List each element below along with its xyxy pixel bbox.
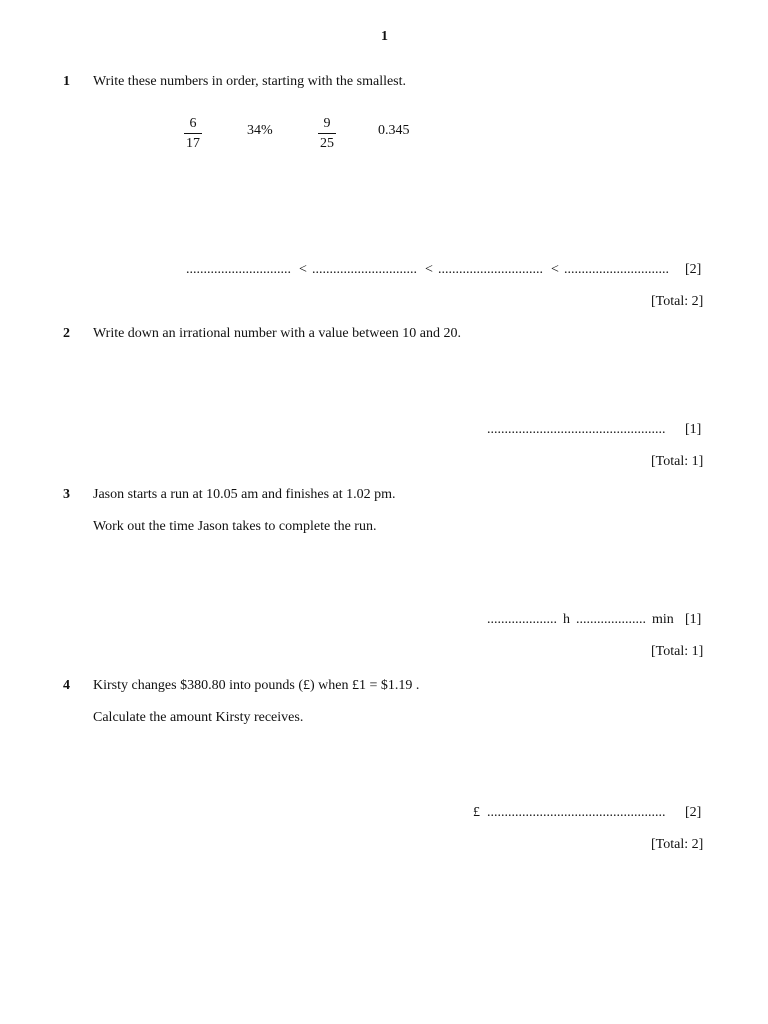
total-marks: [Total: 1] bbox=[651, 454, 704, 469]
answer-blank-3[interactable]: .............................. bbox=[438, 262, 543, 277]
answer-blank[interactable]: ................................................... bbox=[487, 805, 666, 820]
denominator: 25 bbox=[320, 136, 334, 151]
less-than-sign: < bbox=[551, 262, 559, 277]
currency-symbol: £ bbox=[473, 805, 480, 820]
question-number: 1 bbox=[63, 74, 70, 89]
marks: [1] bbox=[685, 422, 702, 437]
numerator: 6 bbox=[189, 116, 197, 131]
answer-blank-4[interactable]: .............................. bbox=[564, 262, 669, 277]
question-text: Jason starts a run at 10.05 am and finishes at 1.02 pm. bbox=[93, 487, 396, 502]
answer-blank-1[interactable]: .............................. bbox=[186, 262, 291, 277]
total-marks: [Total: 2] bbox=[651, 837, 704, 852]
question-text: Write these numbers in order, starting with the smallest. bbox=[93, 74, 407, 89]
total-marks: [Total: 2] bbox=[651, 294, 704, 309]
question-instruction: Work out the time Jason takes to complete the run. bbox=[93, 519, 377, 534]
hours-unit: h bbox=[563, 612, 570, 627]
less-than-sign: < bbox=[299, 262, 307, 277]
answer-blank-2[interactable]: .............................. bbox=[312, 262, 417, 277]
percent-value: 34% bbox=[247, 123, 273, 138]
marks: [2] bbox=[685, 805, 702, 820]
total-marks: [Total: 1] bbox=[651, 644, 704, 659]
question-text: Write down an irrational number with a value between 10 and 20. bbox=[93, 326, 461, 341]
fraction-9-25 bbox=[315, 117, 339, 151]
page-number: 1 bbox=[381, 29, 388, 44]
question-number: 2 bbox=[63, 326, 70, 341]
question-instruction: Calculate the amount Kirsty receives. bbox=[93, 710, 304, 725]
hours-blank[interactable]: .................... bbox=[487, 612, 557, 627]
decimal-value: 0.345 bbox=[378, 123, 410, 138]
question-text: Kirsty changes $380.80 into pounds (£) when £1 = $1.19 . bbox=[93, 678, 420, 693]
minutes-blank[interactable]: .................... bbox=[576, 612, 646, 627]
minutes-unit: min bbox=[652, 612, 674, 627]
question-number: 3 bbox=[63, 487, 70, 502]
less-than-sign: < bbox=[425, 262, 433, 277]
question-number: 4 bbox=[63, 678, 70, 693]
numerator: 9 bbox=[323, 116, 331, 131]
marks: [2] bbox=[685, 262, 702, 277]
denominator: 17 bbox=[186, 136, 200, 151]
answer-blank[interactable]: ................................................... bbox=[487, 422, 666, 437]
marks: [1] bbox=[685, 612, 702, 627]
fraction-6-17 bbox=[181, 117, 205, 151]
